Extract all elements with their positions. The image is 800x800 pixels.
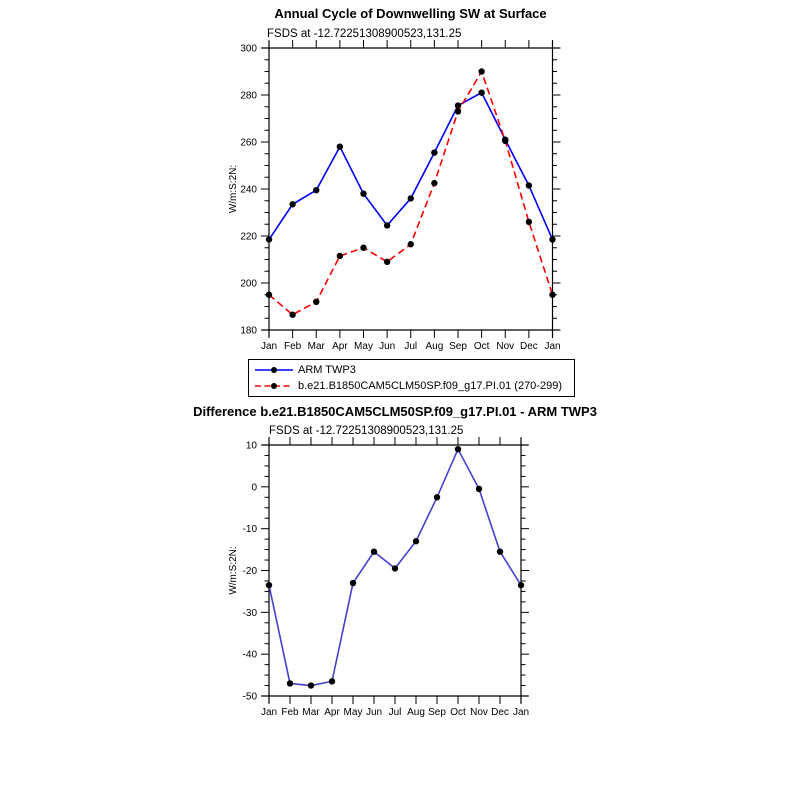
annual-cycle-subtitle: FSDS at -12.72251308900523,131.25 (267, 28, 462, 40)
x-tick-label: May (343, 707, 363, 718)
data-point (434, 494, 440, 500)
x-tick-label: Oct (473, 341, 490, 352)
data-point (526, 182, 532, 188)
x-tick-label: Oct (450, 707, 466, 718)
data-point (431, 180, 437, 186)
y-axis-title: W/m:S:2N: (228, 546, 239, 595)
data-point (266, 236, 272, 242)
data-point (384, 259, 390, 265)
data-point (360, 245, 366, 251)
data-point (549, 236, 555, 242)
x-tick-label: Aug (425, 341, 444, 352)
data-point (313, 187, 319, 193)
x-tick-label: Dec (519, 341, 538, 352)
data-point (431, 149, 437, 155)
legend-entry-model (252, 379, 573, 394)
data-point (313, 299, 319, 305)
x-tick-label: Nov (496, 341, 515, 352)
legend-label-obs: ARM TWP3 (298, 364, 356, 376)
data-point (455, 108, 461, 114)
data-point (478, 68, 484, 74)
data-point (308, 682, 314, 688)
data-point (549, 292, 555, 298)
x-tick-label: Nov (470, 707, 488, 718)
data-point (502, 138, 508, 144)
x-tick-label: Feb (284, 341, 302, 352)
y-tick-label: 0 (251, 482, 257, 494)
data-point (289, 201, 295, 207)
data-point (455, 446, 461, 452)
x-tick-label: Jun (379, 341, 396, 352)
legend-line-sample-dashed (252, 380, 296, 392)
data-point (408, 195, 414, 201)
x-tick-label: Feb (281, 707, 299, 718)
x-tick-label: May (354, 341, 373, 352)
y-tick-label: -20 (242, 566, 257, 577)
data-point (289, 312, 295, 318)
x-tick-label: Apr (324, 707, 340, 718)
data-point (392, 565, 398, 571)
y-tick-label: 240 (240, 184, 257, 196)
y-tick-label: -10 (242, 524, 257, 536)
data-point (287, 680, 293, 686)
data-point (518, 582, 524, 588)
series-line-0 (269, 93, 553, 240)
x-tick-label: Jan (544, 341, 561, 352)
legend-line-sample-solid (252, 364, 296, 376)
data-point (266, 582, 272, 588)
x-tick-label: Jan (260, 707, 278, 718)
y-tick-label: 280 (240, 90, 257, 102)
x-tick-label: Dec (491, 707, 509, 718)
difference-title: Difference b.e21.B1850CAM5CLM50SP.f09_g17.PI.01 - ARM TWP3 (193, 404, 597, 419)
x-tick-label: Mar (307, 341, 325, 352)
y-tick-label: 260 (240, 137, 257, 149)
legend-box (248, 359, 575, 397)
data-point (478, 89, 484, 95)
data-point (337, 253, 343, 259)
y-tick-label: 200 (240, 278, 257, 290)
y-tick-label: 300 (240, 43, 257, 55)
y-tick-label: -40 (242, 649, 257, 661)
y-axis-title: W/m:S:2N: (228, 164, 239, 214)
x-tick-label: Jul (388, 707, 402, 718)
x-tick-label: Apr (332, 341, 348, 352)
legend-entry-obs (252, 363, 573, 378)
data-point (413, 538, 419, 544)
x-tick-label: Jan (260, 341, 278, 352)
x-tick-label: Jun (365, 707, 383, 718)
y-tick-label: 220 (240, 231, 257, 243)
data-point (360, 191, 366, 197)
data-point (384, 222, 390, 228)
x-tick-label: Jul (404, 341, 418, 352)
data-point (497, 548, 503, 554)
data-point (408, 241, 414, 247)
y-tick-label: 10 (245, 440, 257, 452)
legend-model-marker (271, 383, 277, 389)
x-tick-label: Sep (449, 341, 467, 352)
x-tick-label: Aug (407, 707, 425, 718)
data-point (526, 219, 532, 225)
legend-label-model: b.e21.B1850CAM5CLM50SP.f09_g17.PI.01 (270-299) (298, 380, 562, 392)
y-tick-label: -30 (242, 607, 257, 619)
data-point (350, 580, 356, 586)
data-point (266, 292, 272, 298)
y-tick-label: 180 (240, 325, 257, 337)
x-tick-label: Sep (428, 707, 446, 718)
difference-subtitle: FSDS at -12.72251308900523,131.25 (269, 425, 464, 437)
legend-obs-marker (271, 367, 277, 373)
data-point (371, 548, 377, 554)
y-tick-label: -50 (242, 691, 257, 703)
annual-cycle-title: Annual Cycle of Downwelling SW at Surface (274, 6, 547, 21)
data-point (329, 678, 335, 684)
data-point (337, 144, 343, 150)
x-tick-label: Mar (302, 707, 320, 718)
data-point (476, 486, 482, 492)
x-tick-label: Jan (512, 707, 530, 718)
